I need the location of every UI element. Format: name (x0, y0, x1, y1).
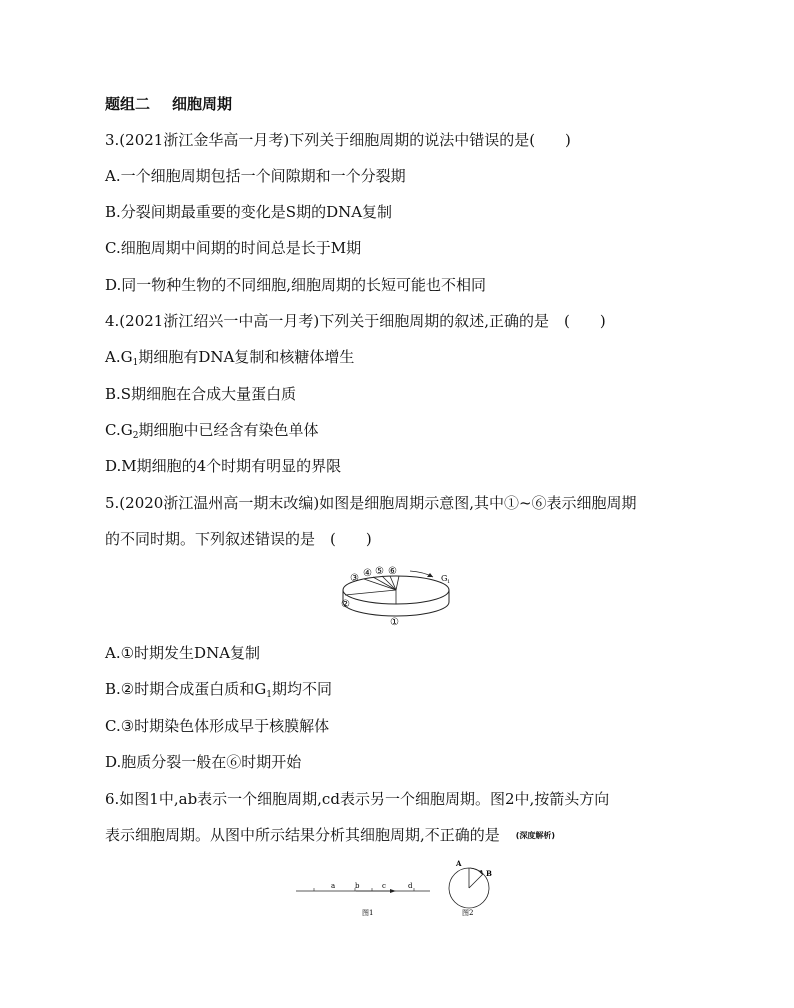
section-heading (105, 94, 232, 114)
q5-option-d: D.胞质分裂一般在⑥时期开始 (105, 753, 302, 771)
fig1-label-b: b (355, 882, 360, 890)
pie-label-4: ④ (363, 568, 372, 579)
q3-option-c: C.细胞周期中间期的时间总是长于M期 (105, 239, 362, 257)
q6-figures (296, 855, 506, 923)
fig1-label-d: d (408, 882, 413, 890)
cell-cycle-pie-figure (338, 562, 464, 630)
q5-option-c: C.③时期染色体形成早于核膜解体 (105, 717, 330, 735)
fig2-label-b: B (486, 869, 492, 878)
pie-label-g1-sub: 1 (447, 579, 451, 585)
q5-option-b: B.②时期合成蛋白质和$G_1$期均不同 (105, 680, 332, 700)
q3-option-d: D.同一物种生物的不同细胞,细胞周期的长短可能也不相同 (105, 276, 487, 294)
fig1-caption: 图1 (362, 909, 374, 917)
q5-option-a: A.①时期发生DNA复制 (105, 644, 261, 662)
pie-label-5: ⑤ (375, 566, 384, 577)
q5-stem-line2: 的不同时期。下列叙述错误的是 ( ) (105, 530, 372, 548)
pie-label-3: ③ (350, 573, 359, 584)
q4-option-b: B.S期细胞在合成大量蛋白质 (105, 385, 297, 403)
q4-option-d: D.M期细胞的4个时期有明显的界限 (105, 457, 342, 475)
q6-stem-line2: 表示细胞周期。从图中所示结果分析其细胞周期,不正确的是 (深度解析) (105, 826, 556, 844)
q4-stem: 4.(2021浙江绍兴一中高一月考)下列关于细胞周期的叙述,正确的是 ( ) (105, 312, 606, 330)
q3-stem: 3.(2021浙江金华高一月考)下列关于细胞周期的说法中错误的是( ) (105, 131, 571, 149)
pie-label-6: ⑥ (388, 566, 397, 577)
q5-stem-line1: 5.(2020浙江温州高一期末改编)如图是细胞周期示意图,其中①~⑥表示细胞周期 (105, 494, 637, 512)
pie-label-2: ② (341, 599, 350, 610)
fig2-caption: 图2 (462, 909, 474, 917)
fig1-label-a: a (331, 882, 336, 890)
section-subtitle: 细胞周期 (172, 95, 233, 113)
pie-label-1: ① (390, 617, 399, 628)
pie-label-g1: G (441, 574, 448, 583)
q6-stem-line1: 6.如图1中,ab表示一个细胞周期,cd表示另一个细胞周期。图2中,按箭头方向 (105, 790, 610, 808)
q3-option-b: B.分裂间期最重要的变化是S期的DNA复制 (105, 203, 393, 221)
section-title: 题组二 (105, 95, 151, 113)
fig2-label-a: A (456, 859, 462, 868)
q4-option-c: $C.G_2$期细胞中已经含有染色单体 (105, 421, 319, 441)
deep-analysis-tag: (深度解析) (515, 831, 556, 840)
fig1-label-c: c (382, 882, 386, 890)
q4-option-a: $A.G_1$期细胞有DNA复制和核糖体增生 (105, 348, 355, 368)
q3-option-a: A.一个细胞周期包括一个间隙期和一个分裂期 (105, 167, 406, 185)
